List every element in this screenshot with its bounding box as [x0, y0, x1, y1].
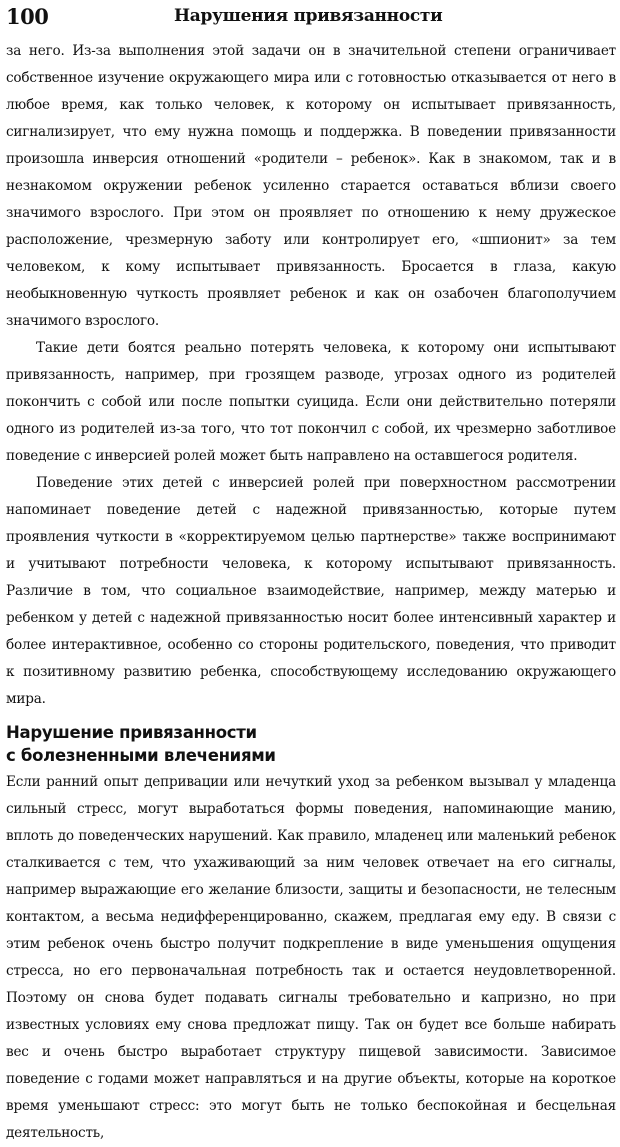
running-head [6, 0, 616, 38]
paragraph-role-inversion: Поведение этих детей с инверсией ролей при поверхностном рассмотрении напоминает поведение детей с надежной привязанностью, которые путем проявления чуткости в «корректируемом целью партнерстве» также воспринимают и учитывают потребности человека, к которому испытывают привязанность. Различие в том, что социальное взаимодействие, например, между матерью и ребенком у детей с надежной привязанностью носит более интенсивный характер и более интерактивное, особенно со стороны родительского, поведения, что приводит к позитивному развитию ребенка, способствующему исследованию окружающего мира. [6, 475, 616, 707]
section-heading: Нарушение привязанности с болезненными влечениями [6, 723, 276, 765]
page-number: 100 [6, 4, 49, 29]
running-title: Нарушения привязанности [174, 6, 443, 26]
paragraph-addictive-attachment: Если ранний опыт депривации или нечуткий уход за ребенком вызывал у младенца сильный стресс, могут выработаться формы поведения, напоминающие манию, вплоть до поведенческих нарушений. Как правило, младенец или маленький ребенок сталкивается с тем, что ухаживающий за ним человек отвечает на его сигналы, например выражающие его желание близости, защиты и безопасности, не телесным контактом, а весьма недифференцированно, скажем, предлагая ему еду. В связи с этим ребенок очень быстро получит подкрепление в виде уменьшения ощущения стресса, но его первоначальная потребность так и остается неудовлетворенной. Поэтому он снова будет подавать сигналы требовательно и капризно, но при известных условиях ему снова предложат пищу. Так он будет все больше набирать вес и очень быстро выработает структуру пищевой зависимости. Зависимое поведение с годами может направляться и на другие объекты, которые на короткое время уменьшают стресс: это могут быть не только беспокойная и бесцельная деятельность, [6, 774, 616, 1141]
paragraph-continued: за него. Из-за выполнения этой задачи он в значительной степени ограничивает собственное изучение окружающего мира или с готовностью отказывается от него в любое время, как только человек, к которому он испытывает привязанность, сигнализирует, что ему нужна помощь и поддержка. В поведении привязанности произошла инверсия отношений «родители – ребенок». Как в знакомом, так и в незнакомом окружении ребенок усиленно старается оставаться вблизи своего значимого взрослого. При этом он проявляет по отношению к нему дружеское расположение, чрезмерную заботу или контролирует его, «шпионит» за тем человеком, к кому испытывает привязанность. Бросается в глаза, какую необыкновенную чуткость проявляет ребенок и как он озабочен благополучием значимого взрослого. [6, 43, 616, 329]
book-page [6, 0, 616, 1141]
paragraph-fear-of-loss: Такие дети боятся реально потерять человека, к которому они испытывают привязанность, например, при грозящем разводе, угрозах одного из родителей покончить с собой или после попытки суицида. Если они действительно потеряли одного из родителей из-за того, что тот покончил с собой, их чрезмерно заботливое поведение с инверсией ролей может быть направлено на оставшегося родителя. [6, 340, 616, 464]
